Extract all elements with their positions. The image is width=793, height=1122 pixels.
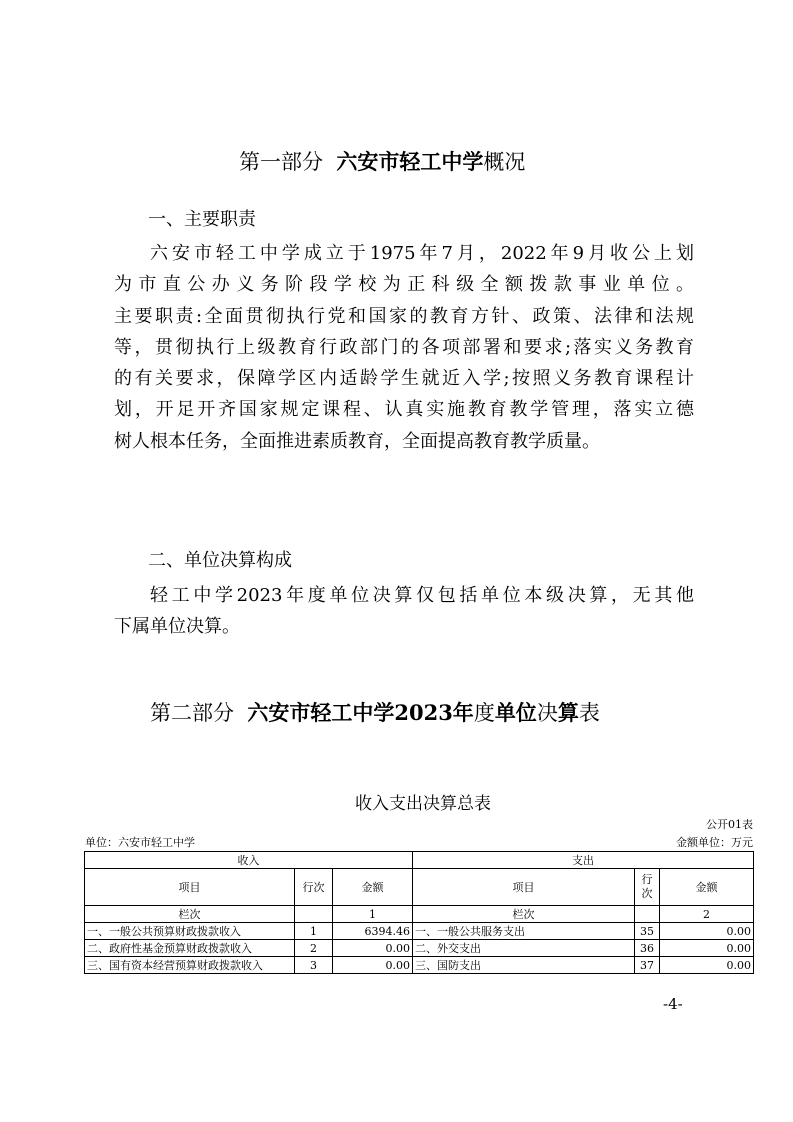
section1-line: 为市直公办义务阶段学校为正科级全额拨款事业单位。: [114, 274, 694, 296]
income-header: 收入: [85, 852, 413, 869]
table-row: [85, 923, 754, 940]
table-unit-right: 金额单位：万元: [676, 836, 753, 849]
income-item-header: 项目: [85, 869, 295, 906]
income-lanci: 栏次: [85, 906, 295, 923]
expense-row-header: 行次: [635, 869, 660, 906]
section2-line: 下属单位决算。: [114, 616, 240, 638]
part1-title-suffix: 概况: [483, 150, 526, 174]
income-item: 三、国有资本经营预算财政拨款收入: [85, 957, 295, 974]
part1-title-prefix: 第一部分: [239, 150, 323, 174]
expense-amount-header: 金额: [660, 869, 754, 906]
section1-body: [114, 238, 694, 457]
income-row: 2: [295, 940, 333, 957]
section1-heading: 一、主要职责: [148, 209, 256, 230]
section2-line: 轻工中学2023年度单位决算仅包括单位本级决算，无其他: [150, 585, 694, 606]
income-item: 一、一般公共预算财政拨款收入: [85, 923, 295, 940]
expense-item: 二、外交支出: [413, 940, 635, 957]
expense-row: 37: [635, 957, 660, 974]
section1-line: 划，开足开齐国家规定课程、认真实施教育教学管理，落实立德: [114, 399, 694, 421]
section1-line: 树人根本任务，全面推进素质教育，全面提高教育教学质量。: [114, 430, 600, 452]
page-number: -4-: [663, 995, 683, 1013]
table-code: 公开01表: [706, 818, 753, 831]
expense-lanci: 栏次: [413, 906, 635, 923]
section2-body: [114, 580, 694, 643]
section1-line: 六安市轻工中学成立于1975年7月，2022年9月收公上划: [150, 243, 694, 264]
table-title: 收入支出决算总表: [355, 794, 491, 814]
part2-title-bold3: 算: [557, 700, 579, 725]
expense-row: 36: [635, 940, 660, 957]
expense-lanci-row: [635, 906, 660, 923]
income-col-number: 1: [333, 906, 413, 923]
part2-title-mid2: 决: [536, 701, 558, 725]
part1-title-main: 六安市轻工中学: [336, 149, 484, 174]
part2-title-suffix: 表: [578, 701, 600, 725]
part2-title-mid1: 度: [473, 701, 495, 725]
expense-col-number: 2: [660, 906, 754, 923]
expense-amount: 0.00: [660, 923, 754, 940]
section1-line: 的有关要求，保障学区内适龄学生就近入学;按照义务教育课程计: [114, 368, 694, 390]
income-row: 3: [295, 957, 333, 974]
expense-header: 支出: [413, 852, 754, 869]
expense-row: 35: [635, 923, 660, 940]
expense-item: 一、一般公共服务支出: [413, 923, 635, 940]
income-row-header: 行次: [295, 869, 333, 906]
expense-amount: 0.00: [660, 940, 754, 957]
table-column-header-row: [85, 869, 754, 906]
part2-title-main: 六安市轻工中学2023年: [247, 700, 474, 725]
part2-title-bold2: 单位: [494, 700, 537, 725]
income-amount-header: 金额: [333, 869, 413, 906]
table-row: [85, 940, 754, 957]
income-amount: 6394.46: [333, 923, 413, 940]
table-row: [85, 957, 754, 974]
income-amount: 0.00: [333, 940, 413, 957]
table-unit-left: 单位：六安市轻工中学: [85, 836, 195, 849]
income-expense-table: [84, 851, 754, 974]
expense-item: 三、国防支出: [413, 957, 635, 974]
income-amount: 0.00: [333, 957, 413, 974]
part2-title: [150, 697, 600, 727]
part2-title-prefix: 第二部分: [150, 701, 234, 725]
expense-item-header: 项目: [413, 869, 635, 906]
table-lanci-row: [85, 906, 754, 923]
expense-amount: 0.00: [660, 957, 754, 974]
table-header-row: [85, 852, 754, 869]
section1-line: 主要职责:全面贯彻执行党和国家的教育方针、政策、法律和法规: [114, 305, 694, 327]
income-row: 1: [295, 923, 333, 940]
part1-title: [239, 146, 525, 176]
section1-line: 等，贯彻执行上级教育行政部门的各项部署和要求;落实义务教育: [114, 336, 694, 358]
income-lanci-row: [295, 906, 333, 923]
section2-heading: 二、单位决算构成: [148, 550, 292, 571]
income-item: 二、政府性基金预算财政拨款收入: [85, 940, 295, 957]
